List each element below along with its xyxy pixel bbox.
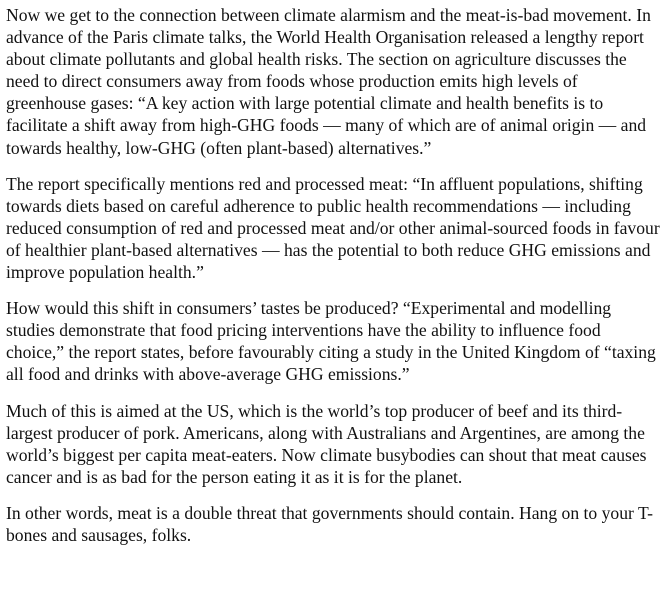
- paragraph-us-producer: Much of this is aimed at the US, which is the world’s top producer of beef and its third-largest producer of pork. Americans, along with Australians and Argentines, are among the world’s biggest per capita meat-eaters. Now climate busybodies can shout that meat causes cancer and is as bad for the person eating it as it is for the planet.: [6, 400, 647, 487]
- article-body: [6, 4, 662, 546]
- paragraph-consumer-tastes: How would this shift in consumers’ tastes be produced? “Experimental and modelling studies demonstrate that food pricing interventions have the ability to influence food choice,” the report states, before favourably citing a study in the United Kingdom of “taxing all food and drinks with above-average GHG emissions.”: [6, 298, 656, 385]
- paragraph-conclusion: In other words, meat is a double threat that governments should contain. Hang on to your T-bones and sausages, folks.: [6, 502, 653, 545]
- paragraph-climate-alarmism: Now we get to the connection between climate alarmism and the meat-is-bad movement. In advance of the Paris climate talks, the World Health Organisation released a lengthy report about climate pollutants and global health risks. The section on agriculture discusses the need to direct consumers away from foods whose production emits high levels of greenhouse gases: “A key action with large potential climate and health benefits is to facilitate a shift away from high-GHG foods — many of which are of animal origin — and towards healthy, low-GHG (often plant-based) alternatives.”: [6, 5, 651, 158]
- paragraph-red-processed-meat: The report specifically mentions red and processed meat: “In affluent populations, shifting towards diets based on careful adherence to public health recommendations — including reduced consumption of red and processed meat and/or other animal-sourced foods in favour of healthier plant-based alternatives — has the potential to both reduce GHG emissions and improve population health.”: [6, 173, 660, 283]
